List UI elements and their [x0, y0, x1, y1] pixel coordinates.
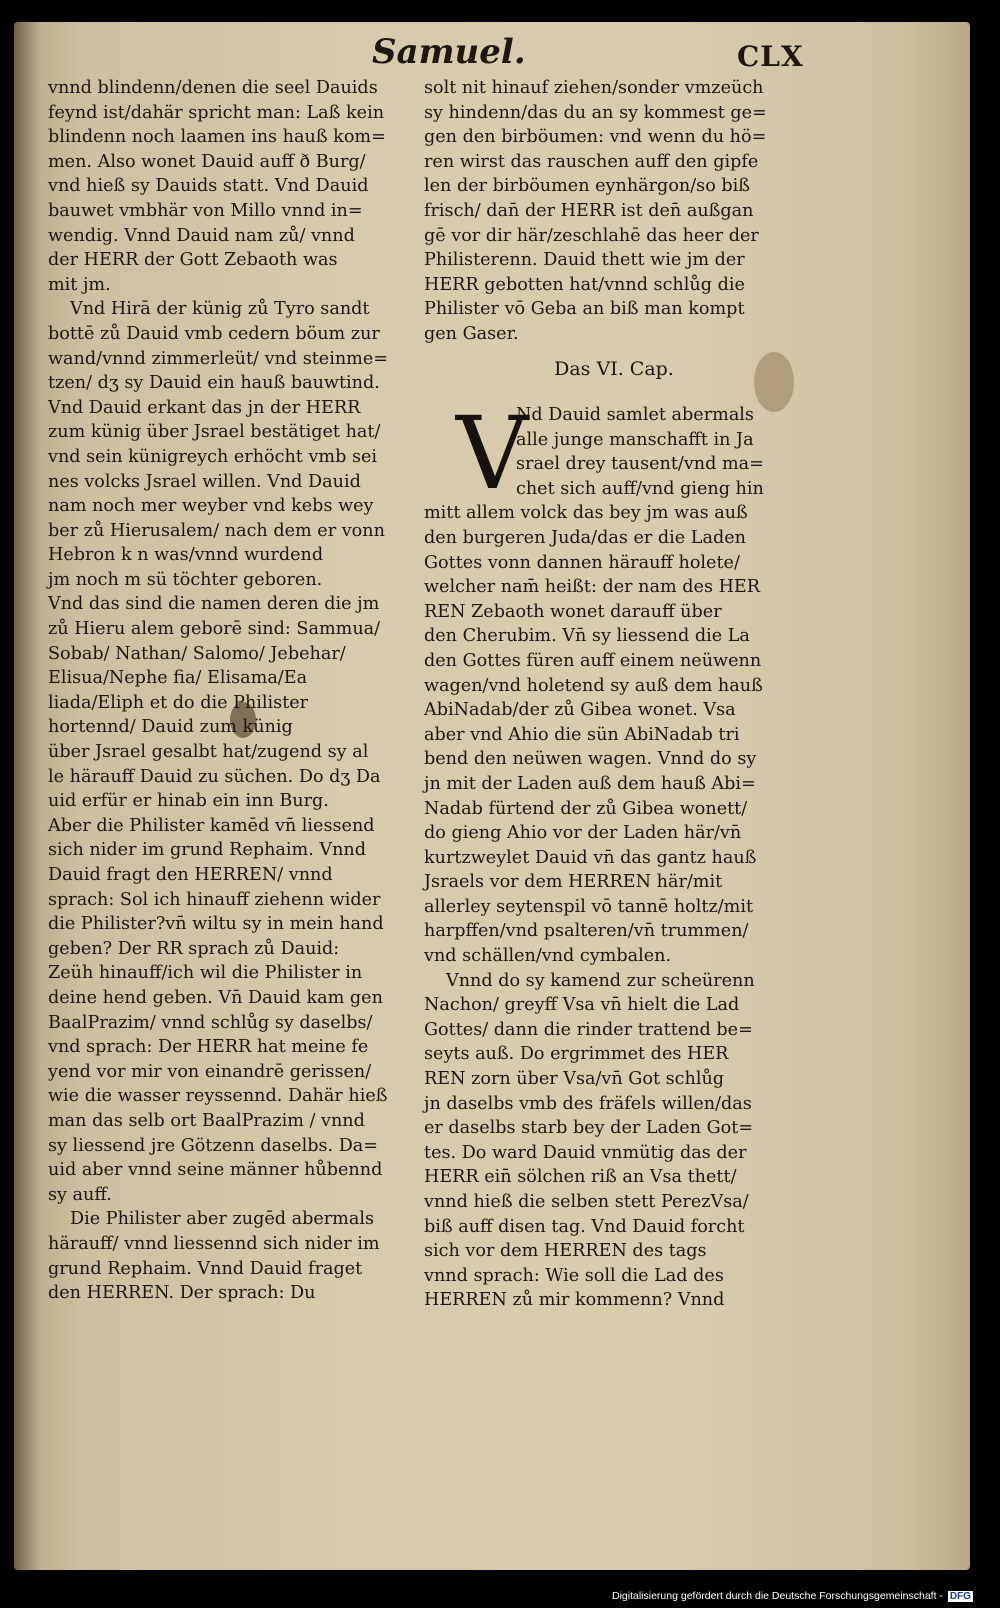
text-line: sprach: Sol ich hinauff ziehenn wider [48, 889, 381, 910]
text-line: bottē zů Dauid vmb cedern böum zur [48, 323, 380, 344]
text-line: vnnd sprach: Wie soll die Lad des [424, 1265, 724, 1286]
left-column [48, 76, 428, 1306]
chapter-heading: Das VI. Cap. [554, 358, 674, 380]
text-line: REN zorn über Vsa/vn̄ Got schlůg [424, 1069, 725, 1090]
text-line: tzen/ dʒ sy Dauid ein hauß bauwtind. [48, 373, 380, 394]
text-line: mitt allem volck das bey jm was auß [424, 503, 748, 524]
text-line: Vnd Dauid erkant das jn der HERR [48, 397, 361, 418]
text-line: harpffen/vnd psalteren/vn̄ trummen/ [424, 921, 749, 942]
running-head: Samuel. [372, 32, 526, 72]
text-line: le härauff Dauid zu süchen. Do dʒ Da [48, 766, 381, 787]
text-line: vnd hieß sy Dauids statt. Vnd Dauid [48, 176, 369, 197]
text-line: Dauid fragt den HERREN/ vnnd [48, 865, 333, 885]
drop-cap: V [456, 395, 529, 512]
right-column-bottom [424, 395, 804, 1313]
text-line: uid aber vnnd seine männer hůbennd [48, 1160, 383, 1181]
text-line: Sobab/ Nathan/ Salomo/ Jebehar/ [48, 643, 346, 664]
text-line: Zeüh hinauff/ich wil die Philister in [48, 963, 363, 984]
text-line: Aber die Philister kamēd vn̄ liessend [48, 815, 375, 836]
text-line: Vnd das sind die namen deren die jm [48, 594, 380, 615]
text-line: len der birböumen eynhärgon/so biß [424, 176, 751, 197]
text-line: nam noch mer weyber vnd kebs wey [48, 496, 374, 517]
text-line: blindenn noch laamen ins hauß kom= [48, 127, 386, 148]
text-line: vnnd hieß die selben stett PerezVsa/ [424, 1192, 749, 1212]
text-line: REN Zebaoth wonet darauff über [424, 601, 722, 622]
text-line: feynd ist/dahär spricht man: Laß kein [48, 102, 385, 123]
digitization-credit [612, 1590, 998, 1602]
text-line: alle junge manschafft in Ja [516, 429, 754, 450]
text-line: die Philister?vn̄ wiltu sy in mein hand [48, 914, 384, 935]
text-line: Hebron k n was/vnnd wurdend [48, 545, 324, 566]
text-line: do gieng Ahio vor der Laden här/vn̄ [424, 823, 742, 844]
text-line: den burgeren Juda/das er die Laden [424, 527, 746, 548]
text-line: Jsraels vor dem HERREN här/mit [424, 872, 723, 893]
text-line: wand/vnnd zimmerleüt/ vnd steinme= [48, 348, 389, 369]
folio-number: CLX [737, 40, 804, 73]
text-line: jn daselbs vmb des fräfels willen/das [424, 1093, 752, 1114]
text-line: der HERR der Gott Zebaoth was [48, 250, 338, 271]
text-line: gē vor dir här/zeschlahē das heer der [424, 225, 759, 246]
text-line: HERREN zů mir kommenn? Vnnd [424, 1290, 725, 1311]
text-line: BaalPrazim/ vnnd schlůg sy daselbs/ [48, 1012, 373, 1033]
text-line: über Jsrael gesalbt hat/zugend sy al [48, 742, 369, 763]
text-line: AbiNadab/der zů Gibea wonet. Vsa [424, 700, 736, 721]
text-line: HERR ein̄ sölchen riß an Vsa thett/ [424, 1167, 737, 1188]
text-line: den HERREN. Der sprach: Du [48, 1283, 316, 1304]
text-line: liada/Eliph et do die Philister [48, 692, 309, 713]
text-line: mit jm. [48, 274, 111, 295]
text-line: jm noch m sü töchter geboren. [48, 569, 323, 590]
text-line: tes. Do ward Dauid vnmütig das der [424, 1142, 747, 1163]
right-column-top [424, 76, 804, 347]
text-line: allerley seytenspil vō tannē holtz/mit [424, 896, 754, 917]
text-line: den Gottes füren auff einem neüwenn [424, 650, 762, 671]
text-line: vnd sprach: Der HERR hat meine fe [48, 1037, 369, 1058]
text-line: yend vor mir von einandrē gerissen/ [48, 1061, 372, 1082]
text-line: sich nider im grund Rephaim. Vnnd [48, 840, 367, 861]
text-line: nes volcks Jsrael willen. Vnd Dauid [48, 471, 361, 492]
dfg-logo: DFG [949, 1591, 971, 1602]
text-line: vnd sein künigreych erhöcht vmb sei [48, 446, 378, 467]
text-line: jn mit der Laden auß dem hauß Abi= [424, 773, 756, 794]
text-line: wagen/vnd holetend sy auß dem hauß [424, 675, 763, 696]
text-line: Nachon/ greyff Vsa vn̄ hielt die Lad [424, 995, 740, 1016]
text-line: zum künig über Jsrael bestätiget hat/ [48, 422, 381, 443]
text-line: man das selb ort BaalPrazim / vnnd [48, 1110, 365, 1131]
text-line: Elisua/Nephe fia/ Elisama/Ea [48, 668, 308, 689]
text-line: härauff/ vnnd liessennd sich nider im [48, 1233, 380, 1254]
text-line: grund Rephaim. Vnnd Dauid fraget [48, 1258, 363, 1279]
credit-text: Digitalisierung gefördert durch die Deutsche Forschungsgemeinschaft - [612, 1590, 943, 1602]
text-line: Die Philister aber zugēd abermals [70, 1209, 374, 1230]
text-line: hortennd/ Dauid zum künig [48, 717, 293, 738]
text-line: gen den birböumen: vnd wenn du hö= [424, 127, 767, 148]
text-line: aber vnd Ahio die sün AbiNadab tri [424, 724, 740, 745]
text-line: chet sich auff/vnd gieng hin [516, 478, 764, 499]
text-line: gen Gaser. [424, 323, 519, 344]
text-line: wie die wasser reyssennd. Dahär hieß [48, 1086, 388, 1107]
text-line: den Cherubim. Vn̄ sy liessend die La [424, 626, 750, 647]
text-line: welcher nam̄ heißt: der nam des HER [424, 577, 761, 598]
text-line: Nadab fürtend der zů Gibea wonett/ [424, 798, 748, 819]
text-line: ber zů Hierusalem/ nach dem er vonn [48, 520, 385, 541]
text-line: er daselbs starb bey der Laden Got= [424, 1118, 754, 1139]
text-line: Vnnd do sy kamend zur scheürenn [446, 970, 755, 991]
text-line: srael drey tausent/vnd ma= [516, 454, 764, 475]
text-line: uid erfür er hinab ein inn Burg. [48, 791, 329, 812]
text-line: kurtzweylet Dauid vn̄ das gantz hauß [424, 847, 757, 868]
text-line: deine hend geben. Vn̄ Dauid kam gen [48, 987, 383, 1008]
text-line: sy hindenn/das du an sy kommest ge= [424, 102, 767, 123]
text-line: Philisterenn. Dauid thett wie jm der [424, 250, 745, 271]
text-line: sich vor dem HERREN des tags [424, 1241, 707, 1262]
text-line: solt nit hinauf ziehen/sonder vmzeüch [424, 78, 764, 98]
text-line: Philister vō Geba an biß man kompt [424, 299, 745, 320]
text-line: sy auff. [48, 1184, 112, 1205]
text-line: wendig. Vnnd Dauid nam zů/ vnnd [48, 225, 355, 246]
text-line: Gottes/ dann die rinder trattend be= [424, 1019, 753, 1040]
text-line: ren wirst das rauschen auff den gipfe [424, 151, 759, 172]
text-line: biß auff disen tag. Vnd Dauid forcht [424, 1216, 745, 1237]
text-line: zů Hieru alem geborē sind: Sammua/ [48, 619, 381, 640]
text-line: vnnd blindenn/denen die seel Dauids [48, 78, 378, 98]
text-line: HERR gebotten hat/vnnd schlůg die [424, 274, 745, 295]
text-line: geben? Der RR sprach zů Dauid: [48, 938, 340, 959]
text-line: vnd schällen/vnd cymbalen. [424, 946, 672, 967]
text-line: seyts auß. Do ergrimmet des HER [424, 1044, 729, 1065]
text-line: sy liessend jre Götzenn daselbs. Da= [48, 1135, 379, 1156]
text-line: frisch/ dan̄ der HERR ist den̄ außgan [424, 200, 754, 221]
text-line: men. Also wonet Dauid auff ð Burg/ [48, 151, 366, 172]
text-line: Gottes vonn dannen härauff holete/ [424, 552, 740, 573]
text-line: Vnd Hirā der künig zů Tyro sandt [70, 299, 370, 320]
text-line: Nd Dauid samlet abermals [516, 405, 754, 425]
text-line: bend den neüwen wagen. Vnnd do sy [424, 749, 757, 770]
text-line: bauwet vmbhär von Millo vnnd in= [48, 200, 363, 221]
